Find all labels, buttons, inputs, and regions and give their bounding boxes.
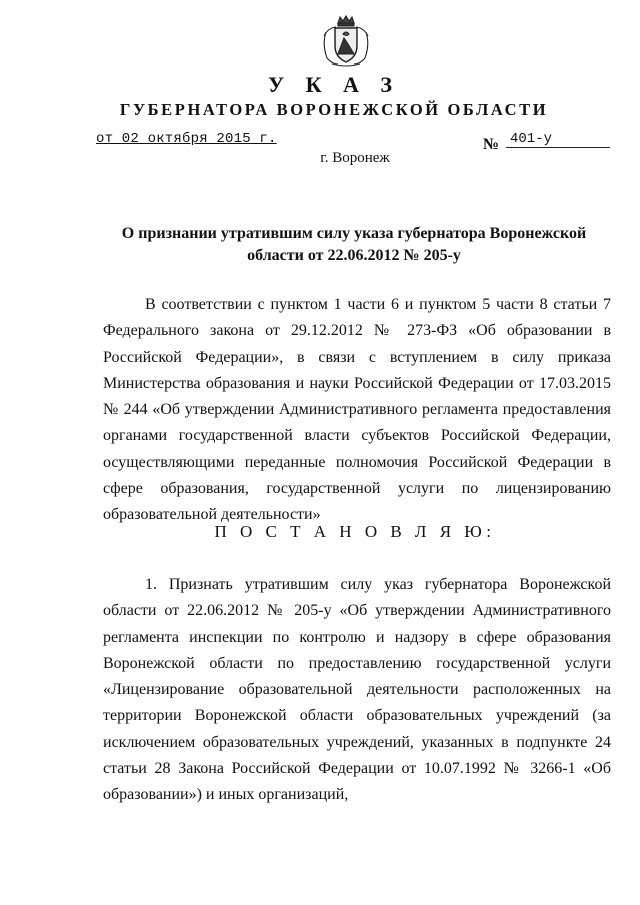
document-number: 401-у [506, 131, 610, 148]
number-label: № [483, 136, 500, 153]
document-heading: О признании утратившим силу указа губернатора Воронежской области от 22.06.2012 № 205-у [121, 225, 587, 264]
document-date: от 02 октября 2015 г. [96, 131, 277, 147]
document-title: У К А З [267, 72, 401, 97]
coat-of-arms-icon [318, 14, 374, 68]
document-city: г. Воронеж [320, 150, 390, 166]
item-1-paragraph: 1. Признать утратившим силу указ губернатора Воронежской области от 22.06.2012 № 205-у «Об утверждении Административного регламента инспекции по контролю и надзору в сфере образования Воронежской области по предоставлению государственной услуги «Лицензирование образовательной деятельности расположенных на территории Воронежской области образовательных учреждений (за исключением образовательных учреждений, указанных в подпункте 24 статьи 28 Закона Российской Федерации от 10.07.1992 № 3266-1 «Об образовании») и иных организаций, [103, 576, 611, 804]
document-issuer: ГУБЕРНАТОРА ВОРОНЕЖСКОЙ ОБЛАСТИ [119, 100, 549, 119]
preamble-paragraph: В соответствии с пунктом 1 части 6 и пунктом 5 части 8 статьи 7 Федерального закона от 29.12.2012 № 273-ФЗ «Об образовании в Российской Федерации», в связи с вступлением в силу приказа Министерства образования и науки Российской Федерации от 17.03.2015 № 244 «Об утверждении Административного регламента предоставления органами государственной власти субъектов Российской Федерации, осуществляющими переданные полномочия Российской Федерации в сфере образования, государственной услуги по лицензированию образовательной деятельности» [103, 296, 611, 524]
decree-word: П О С Т А Н О В Л Я Ю: [214, 522, 496, 541]
